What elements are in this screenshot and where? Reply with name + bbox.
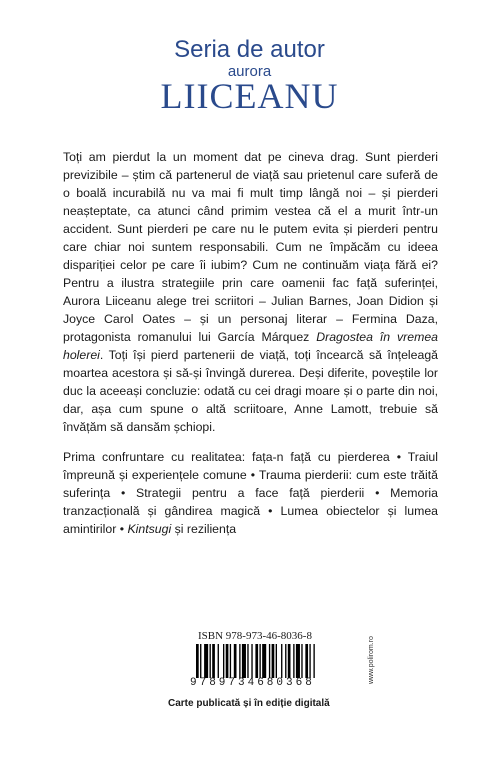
barcode-bar xyxy=(230,644,231,678)
contents-kintsugi: Kintsugi xyxy=(127,522,172,536)
barcode-bar xyxy=(262,644,266,678)
barcode-bar xyxy=(255,644,258,678)
barcode-bar xyxy=(259,644,260,678)
author-last-name: LIICEANU xyxy=(160,76,339,116)
barcode-bar xyxy=(218,644,219,678)
barcode-bar xyxy=(242,644,246,678)
barcode-bar xyxy=(293,644,294,678)
barcode-bar xyxy=(281,644,282,678)
barcode-bar xyxy=(288,644,291,678)
author-first-name: aurora xyxy=(227,63,272,80)
blurb-text-2: . Toți își pierd partenerii de viață, toți încearcă să înțeleagă moartea acestora și să-și învingă durerea. Deși diferite, poveștile lor duc la aceeași concluzie: odată cu cei dragi moare și o parte din noi, dar, așa cum spune o altă scriitoare, Anne Lamott, trebuie să învățăm să dansăm șchiopi. xyxy=(63,348,438,434)
barcode-bar xyxy=(210,644,211,678)
barcode-bar xyxy=(212,644,215,678)
barcode-bar xyxy=(276,644,277,678)
barcode-bar xyxy=(196,644,199,678)
publisher-website: www.polirom.ro xyxy=(368,636,375,684)
barcode-bar xyxy=(309,644,310,678)
barcode-bar xyxy=(226,644,229,678)
barcode-bar xyxy=(272,644,275,678)
barcode-bar xyxy=(269,644,270,678)
contents-text: Prima confruntare cu realitatea: fața-n față cu pierderea • Traiul împreună și experiențele comune • Trauma pierderii: cum este trăită suferința • Strategii pentru a face față pierderii • Memoria tranzacțională și gândirea magică • Lumea obiectelor și lumea amintirilor • xyxy=(63,450,438,536)
blurb-book-title: Dragostea în vremea holerei xyxy=(63,330,439,362)
barcode-bar xyxy=(234,644,237,678)
barcode-digits: 9789734680368 xyxy=(190,677,315,689)
barcode-bar xyxy=(200,644,201,678)
barcode-bar xyxy=(204,644,208,678)
digital-edition-note: Carte publicată și în ediție digitală xyxy=(168,698,330,709)
barcode-bar xyxy=(223,644,224,678)
barcode-bar xyxy=(305,644,308,678)
barcode-bar xyxy=(296,644,300,678)
barcode-bar xyxy=(239,644,240,678)
contents-paragraph xyxy=(63,448,438,538)
barcode-bar xyxy=(285,644,286,678)
barcode-bar xyxy=(247,644,248,678)
isbn-label: ISBN 978-973-46-8036-8 xyxy=(198,630,312,642)
series-title: Seria de autor xyxy=(174,36,325,63)
barcode-bar xyxy=(301,644,302,678)
barcode xyxy=(196,644,362,678)
blurb-paragraph xyxy=(63,148,438,436)
blurb-text-1: Toți am pierdut la un moment dat pe cineva drag. Sunt pierderi previzibile – știm că partenerul de viață sau prietenul care suferă de o boală incurabilă nu va mai fi mult timp lângă noi – și pierderi neașteptate, ca atunci când primim vestea că el a murit într-un accident. Sunt pierderi pe care nu le putem evita și pierderi pentru care chiar noi suntem responsabili. Cum ne împăcăm cu ideea dispariției celor pe care îi iubim? Cum ne continuăm viața fără ei? Pentru a ilustra strategiile prin care oamenii fac față suferinței, Aurora Liiceanu alege trei scriitori – Julian Barnes, Joan Didion și Joyce Carol Oates – și un personaj literar – Fermina Daza, protagonista romanului lui García Márquez xyxy=(63,150,438,344)
barcode-bar xyxy=(251,644,252,678)
barcode-bar xyxy=(313,644,314,678)
contents-tail: și reziliența xyxy=(171,522,237,536)
